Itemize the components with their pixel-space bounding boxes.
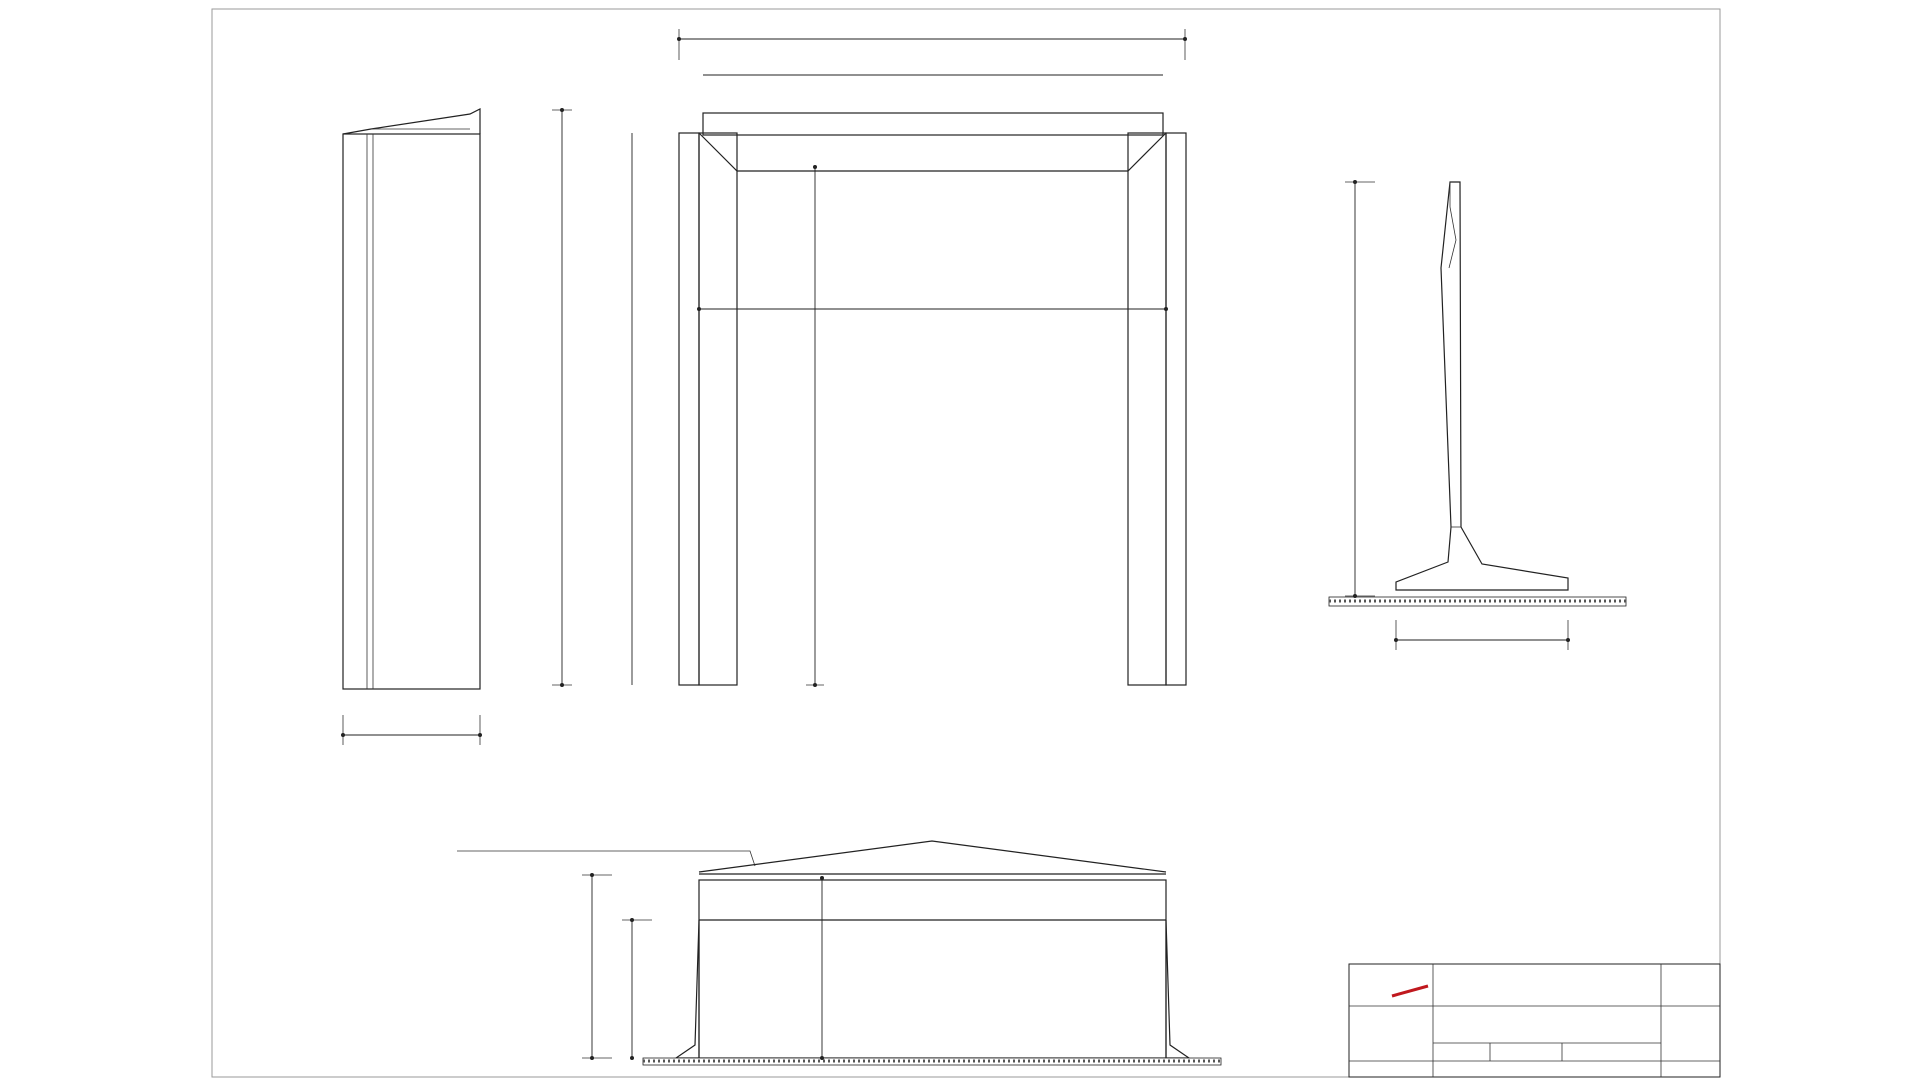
title-block (1349, 964, 1720, 1077)
elevation-view (341, 109, 482, 745)
plan-view (552, 29, 1187, 687)
section-view (457, 841, 1221, 1065)
sheet-border (212, 9, 1720, 1077)
perimeter-section-view (1329, 180, 1626, 650)
